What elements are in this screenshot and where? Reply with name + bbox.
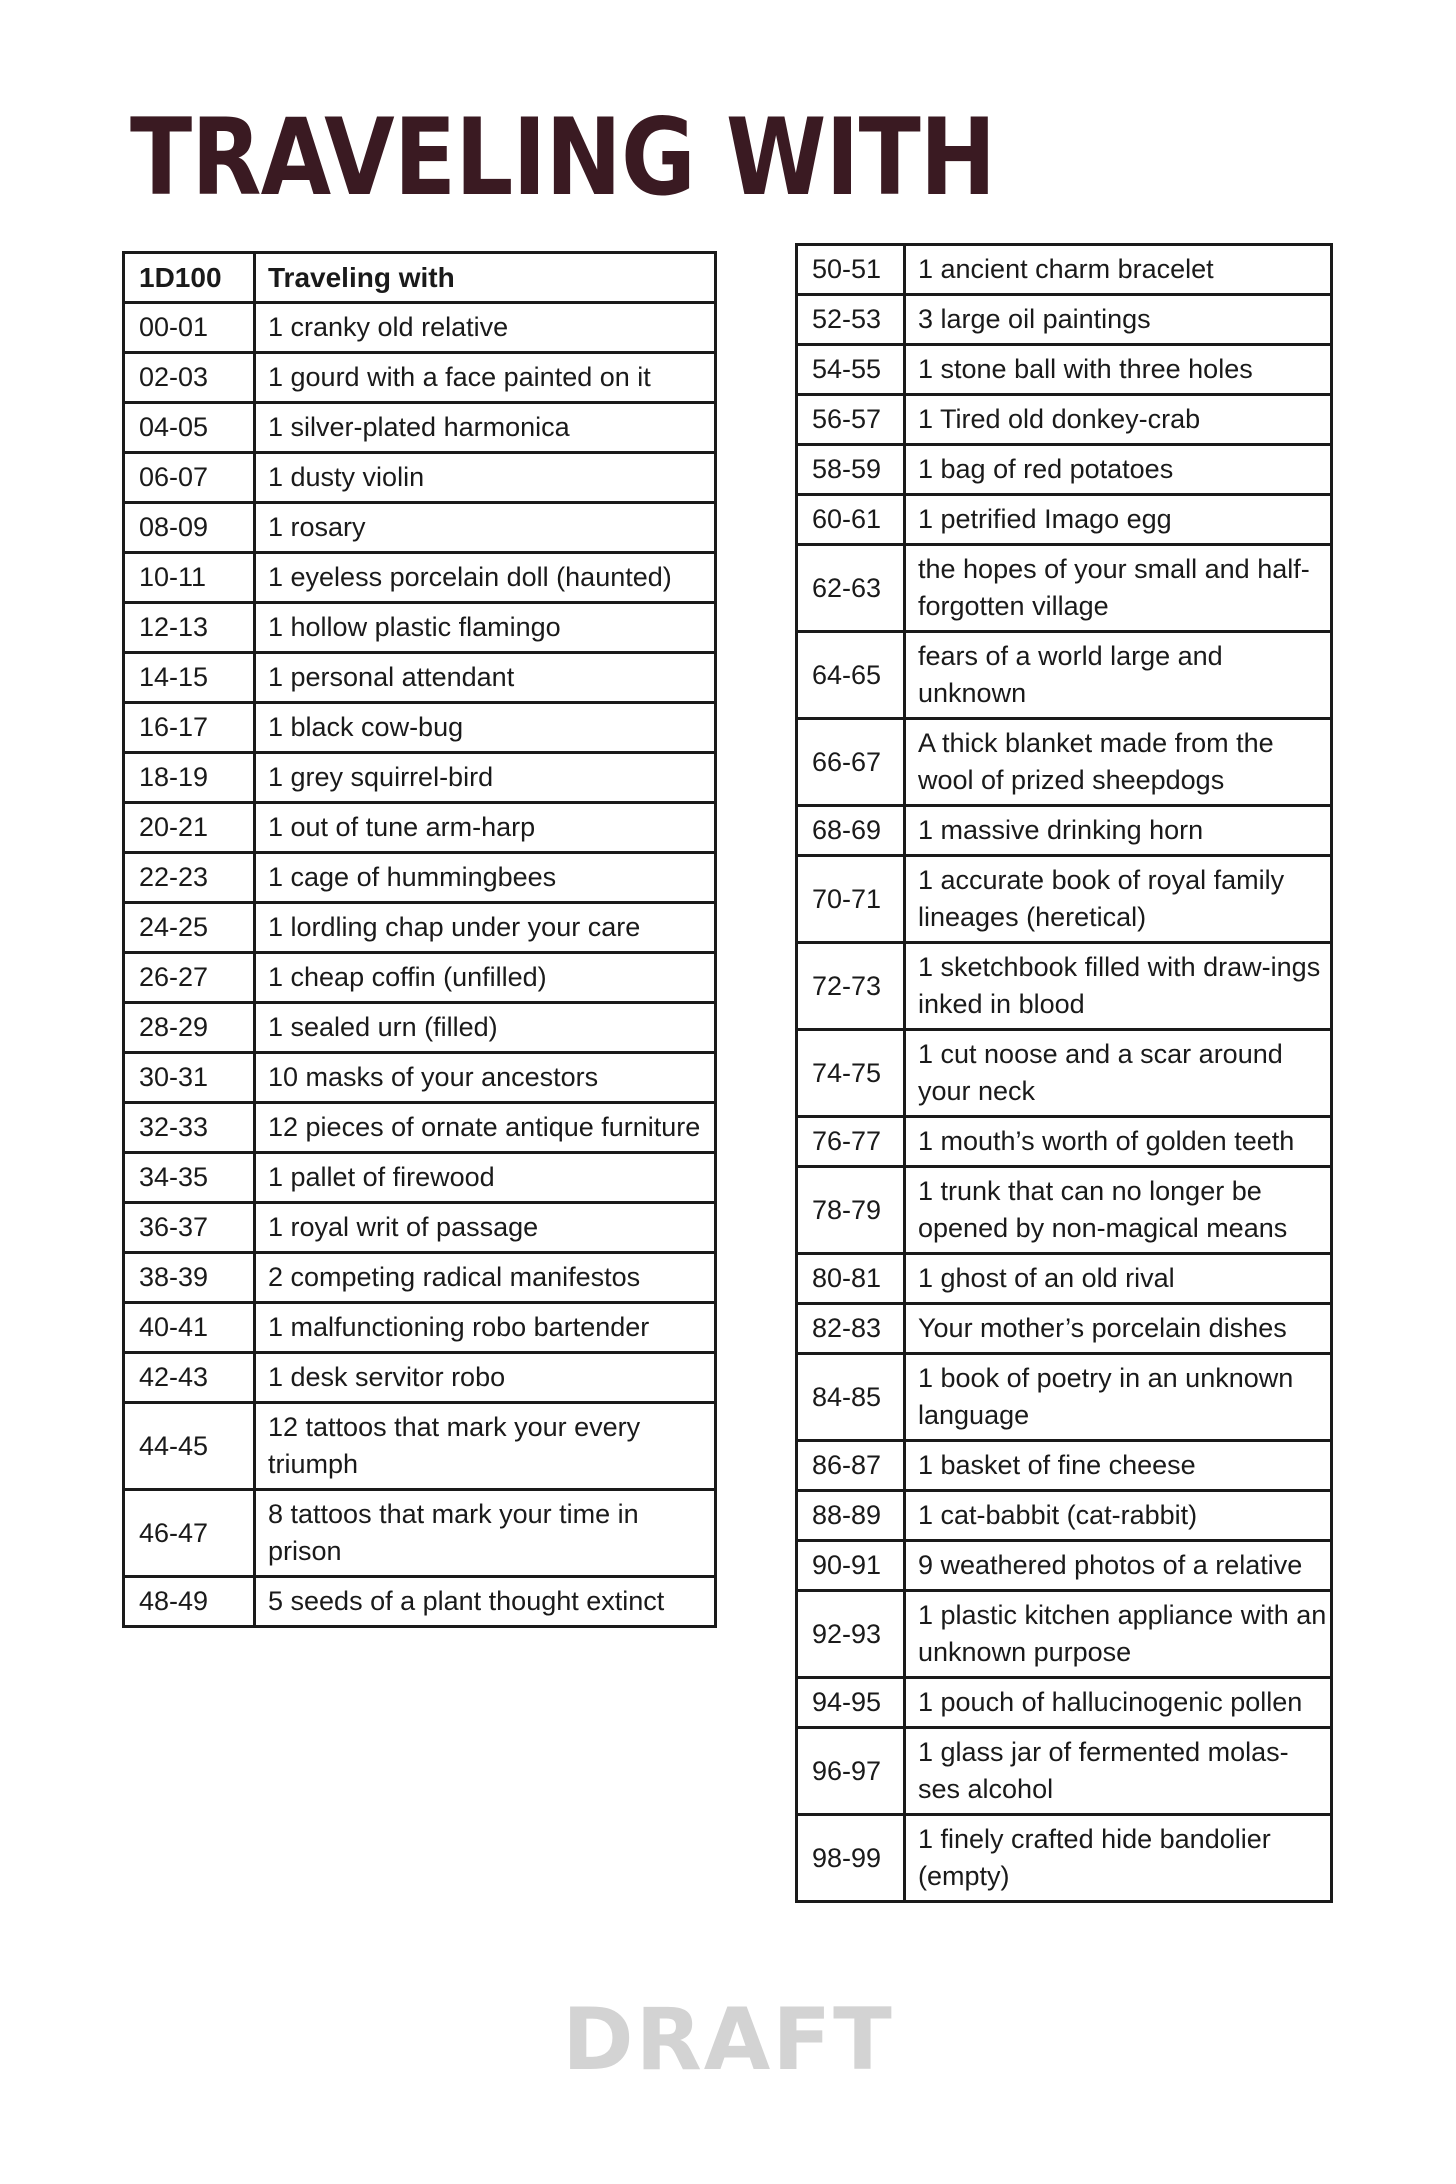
- roll-range: 70-71: [797, 856, 905, 943]
- roll-range: 94-95: [797, 1678, 905, 1728]
- roll-range: 24-25: [124, 903, 255, 953]
- roll-range: 40-41: [124, 1303, 255, 1353]
- item-text: 1 black cow-bug: [255, 703, 716, 753]
- table-row: [124, 1253, 716, 1303]
- item-text: 1 pouch of hallucinogenic pollen: [905, 1678, 1332, 1728]
- roll-range: 84-85: [797, 1354, 905, 1441]
- table-row: [797, 295, 1332, 345]
- table-row: [797, 1304, 1332, 1354]
- page-title: TRAVELING WITH: [130, 96, 996, 219]
- roll-range: 10-11: [124, 553, 255, 603]
- item-text: 1 basket of fine cheese: [905, 1441, 1332, 1491]
- item-text: 1 plastic kitchen appliance with an unknown purpose: [905, 1591, 1332, 1678]
- table-row: [797, 856, 1332, 943]
- roll-range: 82-83: [797, 1304, 905, 1354]
- item-text: 1 mouth’s worth of golden teeth: [905, 1117, 1332, 1167]
- roll-range: 12-13: [124, 603, 255, 653]
- roll-range: 52-53: [797, 295, 905, 345]
- roll-range: 90-91: [797, 1541, 905, 1591]
- table-row: [797, 545, 1332, 632]
- item-text: 1 petrified Imago egg: [905, 495, 1332, 545]
- item-text: 1 cut noose and a scar around your neck: [905, 1030, 1332, 1117]
- roll-range: 04-05: [124, 403, 255, 453]
- item-text: 9 weathered photos of a relative: [905, 1541, 1332, 1591]
- table-row: [124, 303, 716, 353]
- draft-watermark: DRAFT: [562, 1990, 894, 2090]
- item-text: 1 sketchbook filled with draw-ings inked in blood: [905, 943, 1332, 1030]
- table-row: [124, 403, 716, 453]
- roll-range: 80-81: [797, 1254, 905, 1304]
- table-row: [797, 245, 1332, 295]
- table-row: [797, 395, 1332, 445]
- item-text: 12 tattoos that mark your every triumph: [255, 1403, 716, 1490]
- roll-range: 66-67: [797, 719, 905, 806]
- table-row: [797, 1491, 1332, 1541]
- item-text: 1 desk servitor robo: [255, 1353, 716, 1403]
- item-text: 1 royal writ of passage: [255, 1203, 716, 1253]
- item-text: 1 cat-babbit (cat-rabbit): [905, 1491, 1332, 1541]
- item-text: fears of a world large and unknown: [905, 632, 1332, 719]
- table-row: [797, 1354, 1332, 1441]
- table-row: [797, 1728, 1332, 1815]
- roll-range: 46-47: [124, 1490, 255, 1577]
- table-row: [797, 1030, 1332, 1117]
- table-row: [124, 553, 716, 603]
- table-row: [797, 1254, 1332, 1304]
- item-text: 1 ancient charm bracelet: [905, 245, 1332, 295]
- table-row: [124, 803, 716, 853]
- roll-range: 06-07: [124, 453, 255, 503]
- table-row: [797, 1541, 1332, 1591]
- item-text: 1 eyeless porcelain doll (haunted): [255, 553, 716, 603]
- table-row: [124, 1403, 716, 1490]
- item-text: 1 out of tune arm-harp: [255, 803, 716, 853]
- table-row: [124, 1577, 716, 1627]
- item-text: 1 rosary: [255, 503, 716, 553]
- table-row: [124, 503, 716, 553]
- item-text: 1 Tired old donkey-crab: [905, 395, 1332, 445]
- table-row: [797, 495, 1332, 545]
- roll-table-right: [795, 243, 1333, 1903]
- item-text: 1 finely crafted hide bandolier (empty): [905, 1815, 1332, 1902]
- table-row: [797, 1815, 1332, 1902]
- table-row: [797, 345, 1332, 395]
- table-row: [124, 653, 716, 703]
- roll-range: 64-65: [797, 632, 905, 719]
- roll-range: 26-27: [124, 953, 255, 1003]
- roll-range: 68-69: [797, 806, 905, 856]
- roll-range: 42-43: [124, 1353, 255, 1403]
- table-row: [797, 806, 1332, 856]
- item-text: 1 malfunctioning robo bartender: [255, 1303, 716, 1353]
- table-row: [124, 703, 716, 753]
- item-text: 1 lordling chap under your care: [255, 903, 716, 953]
- item-text: 1 stone ball with three holes: [905, 345, 1332, 395]
- item-text: 1 gourd with a face painted on it: [255, 353, 716, 403]
- roll-range: 14-15: [124, 653, 255, 703]
- item-text: 1 sealed urn (filled): [255, 1003, 716, 1053]
- roll-range: 00-01: [124, 303, 255, 353]
- table-row: [124, 853, 716, 903]
- table-row: [124, 353, 716, 403]
- roll-range: 56-57: [797, 395, 905, 445]
- die-header: 1D100: [124, 253, 255, 303]
- item-text: 5 seeds of a plant thought extinct: [255, 1577, 716, 1627]
- roll-range: 72-73: [797, 943, 905, 1030]
- roll-range: 88-89: [797, 1491, 905, 1541]
- label-header: Traveling with: [255, 253, 716, 303]
- roll-range: 36-37: [124, 1203, 255, 1253]
- table-row: [797, 943, 1332, 1030]
- item-text: 1 cage of hummingbees: [255, 853, 716, 903]
- table-row: [124, 953, 716, 1003]
- table-row: [797, 445, 1332, 495]
- table-row: [124, 1303, 716, 1353]
- roll-range: 92-93: [797, 1591, 905, 1678]
- item-text: Your mother’s porcelain dishes: [905, 1304, 1332, 1354]
- roll-range: 62-63: [797, 545, 905, 632]
- item-text: 8 tattoos that mark your time in prison: [255, 1490, 716, 1577]
- table-row: [124, 1103, 716, 1153]
- item-text: 3 large oil paintings: [905, 295, 1332, 345]
- roll-range: 98-99: [797, 1815, 905, 1902]
- roll-range: 22-23: [124, 853, 255, 903]
- table-row: [797, 719, 1332, 806]
- item-text: 10 masks of your ancestors: [255, 1053, 716, 1103]
- item-text: 12 pieces of ornate antique furniture: [255, 1103, 716, 1153]
- table-row: [797, 1117, 1332, 1167]
- table-row: [797, 1167, 1332, 1254]
- table-row: [124, 753, 716, 803]
- table-row: [124, 1053, 716, 1103]
- item-text: 1 pallet of firewood: [255, 1153, 716, 1203]
- table-header-row: [124, 253, 716, 303]
- roll-range: 60-61: [797, 495, 905, 545]
- item-text: 1 cheap coffin (unfilled): [255, 953, 716, 1003]
- item-text: 1 bag of red potatoes: [905, 445, 1332, 495]
- roll-range: 30-31: [124, 1053, 255, 1103]
- table-row: [797, 1678, 1332, 1728]
- item-text: 2 competing radical manifestos: [255, 1253, 716, 1303]
- item-text: 1 hollow plastic flamingo: [255, 603, 716, 653]
- item-text: 1 silver-plated harmonica: [255, 403, 716, 453]
- table-row: [124, 1353, 716, 1403]
- item-text: 1 dusty violin: [255, 453, 716, 503]
- roll-range: 18-19: [124, 753, 255, 803]
- roll-range: 44-45: [124, 1403, 255, 1490]
- item-text: 1 accurate book of royal family lineages (heretical): [905, 856, 1332, 943]
- roll-range: 50-51: [797, 245, 905, 295]
- table-row: [124, 603, 716, 653]
- table-row: [797, 632, 1332, 719]
- roll-range: 34-35: [124, 1153, 255, 1203]
- item-text: 1 book of poetry in an unknown language: [905, 1354, 1332, 1441]
- roll-range: 20-21: [124, 803, 255, 853]
- roll-table-left: [122, 251, 717, 1628]
- table-row: [124, 1003, 716, 1053]
- table-row: [124, 453, 716, 503]
- item-text: 1 massive drinking horn: [905, 806, 1332, 856]
- table-row: [124, 1203, 716, 1253]
- roll-range: 74-75: [797, 1030, 905, 1117]
- roll-range: 28-29: [124, 1003, 255, 1053]
- table-row: [124, 903, 716, 953]
- roll-range: 76-77: [797, 1117, 905, 1167]
- roll-range: 02-03: [124, 353, 255, 403]
- roll-range: 16-17: [124, 703, 255, 753]
- item-text: 1 glass jar of fermented molas-ses alcohol: [905, 1728, 1332, 1815]
- item-text: the hopes of your small and half-forgotten village: [905, 545, 1332, 632]
- roll-range: 08-09: [124, 503, 255, 553]
- table-row: [124, 1490, 716, 1577]
- item-text: A thick blanket made from the wool of prized sheepdogs: [905, 719, 1332, 806]
- roll-range: 48-49: [124, 1577, 255, 1627]
- roll-range: 86-87: [797, 1441, 905, 1491]
- table-row: [797, 1591, 1332, 1678]
- item-text: 1 cranky old relative: [255, 303, 716, 353]
- item-text: 1 grey squirrel-bird: [255, 753, 716, 803]
- item-text: 1 personal attendant: [255, 653, 716, 703]
- roll-range: 78-79: [797, 1167, 905, 1254]
- roll-range: 32-33: [124, 1103, 255, 1153]
- roll-range: 96-97: [797, 1728, 905, 1815]
- roll-range: 58-59: [797, 445, 905, 495]
- table-row: [797, 1441, 1332, 1491]
- item-text: 1 trunk that can no longer be opened by non-magical means: [905, 1167, 1332, 1254]
- roll-range: 38-39: [124, 1253, 255, 1303]
- table-row: [124, 1153, 716, 1203]
- item-text: 1 ghost of an old rival: [905, 1254, 1332, 1304]
- roll-range: 54-55: [797, 345, 905, 395]
